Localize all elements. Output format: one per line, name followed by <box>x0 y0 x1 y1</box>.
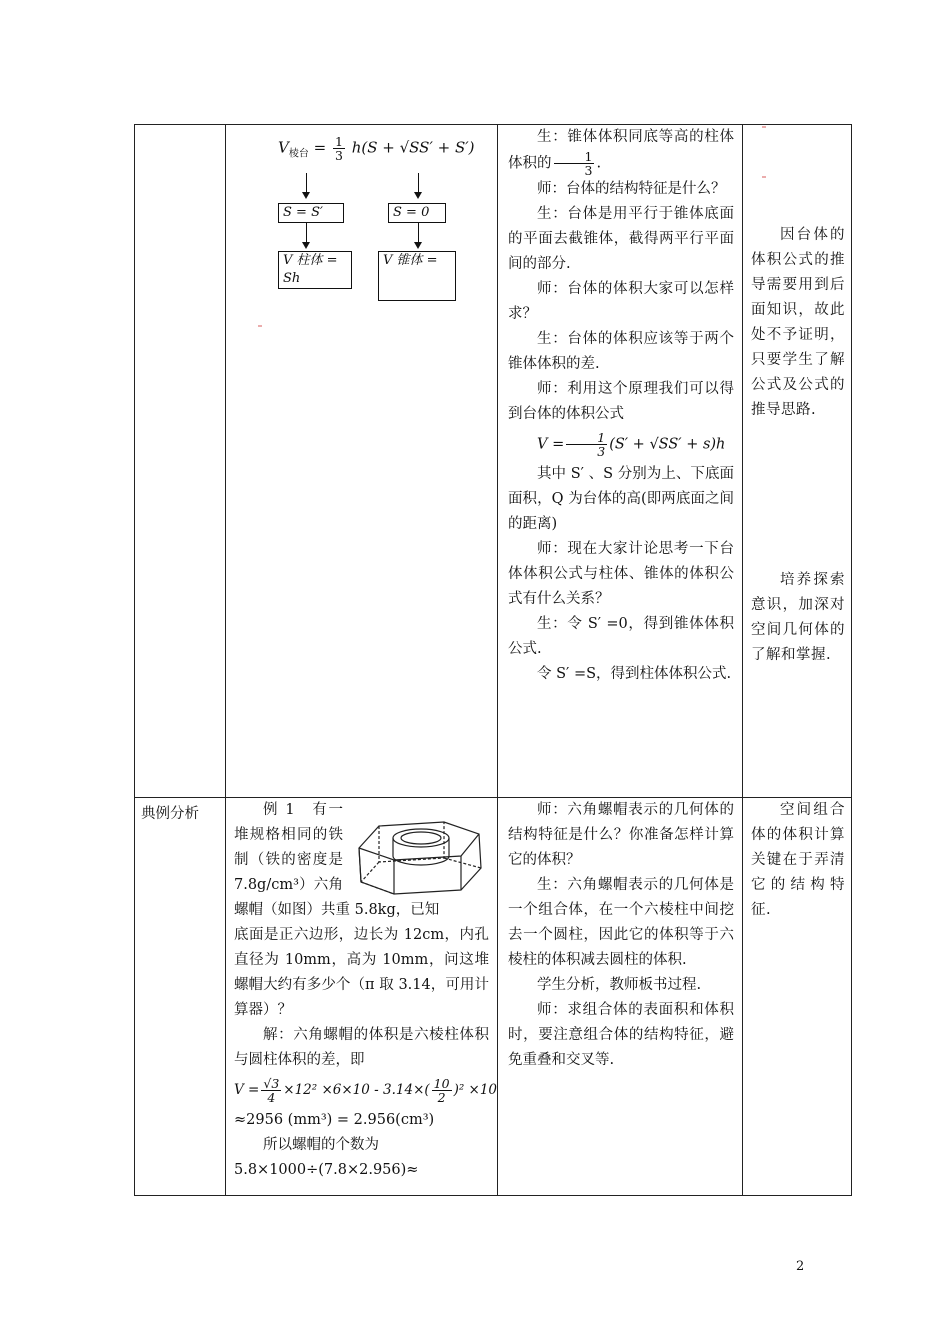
row2-dialogue-cell <box>498 797 743 1195</box>
section-label: 典例分析 <box>135 797 226 1195</box>
row1-dialogue-cell <box>498 125 743 798</box>
condition-box-left: S = S′ <box>278 203 344 223</box>
stray-mark <box>762 126 766 128</box>
dialogue-line: 其中 S′ 、S 分别为上、下底面面积，Q 为台体的高(即两底面之间的距离) <box>508 466 734 532</box>
example-question-head: 例 1 有一堆规格相同的铁制（铁的密度是 7.8g/cm³）六角螺帽（如图）共重 5.8kg，已知 <box>234 801 440 918</box>
example-question-rest: 底面是正六边形，边长为 12cm，内孔直径为 10mm，高为 10mm，问这堆螺帽大约有多少个（π 取 3.14，可用计算器）？ <box>234 926 489 1018</box>
frustum-formula: V = $\frac{1}{3}$ (S′ + √SS′ + s)h <box>537 430 726 459</box>
count-intro: 所以螺帽的个数为 <box>263 1136 379 1153</box>
design-intent-a: 因台体的体积公式的推导需要用到后面知识，故此处不予证明，只要学生了解公式及公式的推导思路. <box>751 227 845 418</box>
dialogue-line: 生：台体是用平行于锥体底面的平面去截锥体，截得两平行平面间的部分. <box>508 206 734 272</box>
dialogue-line: 生：台体的体积应该等于两个锥体体积的差. <box>508 331 734 372</box>
row2-intent-cell <box>743 797 852 1195</box>
design-intent-c: 空间组合体的体积计算关键在于弄清它的结构特征. <box>751 801 845 918</box>
stray-mark <box>762 176 766 178</box>
solution-approx: ≈2956 (mm³) = 2.956(cm³) <box>234 1111 435 1128</box>
lesson-table <box>134 124 852 1196</box>
condition-box-right: S = 0 <box>388 203 446 223</box>
dialogue-line: 令 S′ =S，得到柱体体积公式. <box>537 666 732 682</box>
frustum-volume-formula: $V_{棱台}$ = $\frac{1}{3}$ h(S + √SS′ + S′) <box>278 134 475 163</box>
dialogue-line: 师：求组合体的表面积和体积时，要注意组合体的结构特征，避免重叠和交叉等. <box>508 1001 734 1068</box>
table-row <box>135 797 852 1195</box>
row1-content-cell <box>226 125 498 798</box>
dialogue-line: 生：六角螺帽表示的几何体是一个组合体，在一个六棱柱中间挖去一个圆柱，因此它的体积等于六棱柱的体积减去圆柱的体积. <box>508 876 734 968</box>
table-row <box>135 125 852 798</box>
solution-intro: 解：六角螺帽的体积是六棱柱体积与圆柱体积的差，即 <box>234 1026 489 1068</box>
stray-mark <box>258 325 262 327</box>
frustum-flowchart <box>226 125 497 325</box>
hex-nut-figure <box>349 798 489 898</box>
dialogue-line: 生：令 S′ =0，得到锥体体积公式. <box>508 616 734 657</box>
dialogue-line: 师：台体的体积大家可以怎样求？ <box>508 281 734 322</box>
row1-intent-cell <box>743 125 852 798</box>
example-cell <box>226 797 498 1195</box>
solution-formula: V = $\frac{√3}{4}$ ×12² ×6×10 - 3.14×( $\frac{10}{2}$ )² ×10 <box>234 1075 498 1105</box>
dialogue-line: 师：利用这个原理我们可以得到台体的体积公式 <box>508 381 734 422</box>
dialogue-line: 师：现在大家计论思考一下台体体积公式与柱体、锥体的体积公式有什么关系？ <box>508 541 734 607</box>
pyramid-volume-box: V 锥体 = <box>378 251 456 301</box>
dialogue-line: 生：锥体体积同底等高的柱体体积的 $\frac{1}{3}$ . <box>508 129 734 178</box>
page-number: 2 <box>796 1259 805 1274</box>
row1-label-cell <box>135 125 226 798</box>
dialogue-line: 师：六角螺帽表示的几何体的结构特征是什么？你准备怎样计算它的体积？ <box>508 801 734 868</box>
dialogue-line: 师：台体的结构特征是什么？ <box>537 181 726 197</box>
prism-volume-box: V 柱体 = Sh <box>278 251 352 289</box>
count-expression: 5.8×1000÷(7.8×2.956)≈ <box>234 1161 419 1178</box>
dialogue-line: 学生分析，教师板书过程. <box>537 976 702 993</box>
design-intent-b: 培养探索意识，加深对空间几何体的了解和掌握. <box>751 572 845 663</box>
